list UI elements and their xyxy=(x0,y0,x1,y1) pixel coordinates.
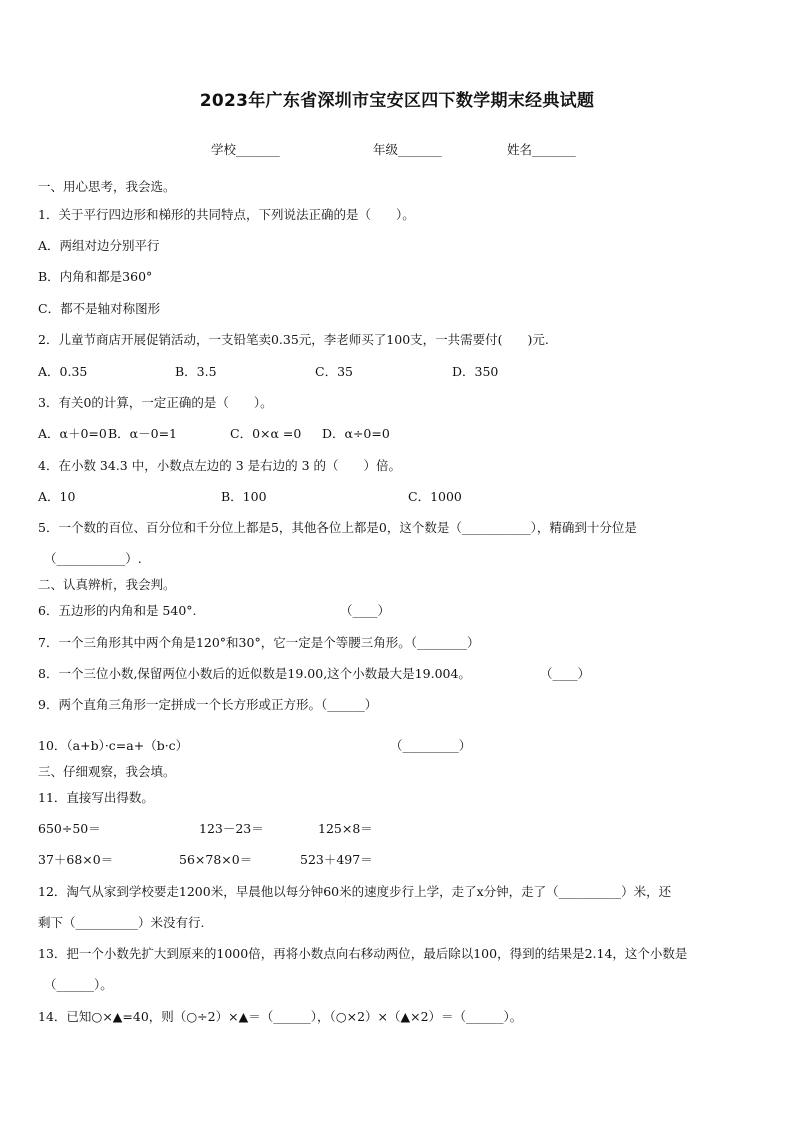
question-2-option-c: C．35 xyxy=(315,364,353,379)
calc-item: 650÷50＝ xyxy=(38,821,101,836)
question-3-option-a: A．α＋0=0 xyxy=(38,426,107,441)
question-2-option-b: B．3.5 xyxy=(175,364,217,379)
grade-field: 年级_______ xyxy=(373,142,442,157)
question-13-line-1: 13．把一个小数先扩大到原来的1000倍，再将小数点向右移动两位，最后除以100，得到的结果是2.14，这个小数是 xyxy=(38,946,688,961)
section-heading-fill: 三、仔细观察，我会填。 xyxy=(38,764,176,779)
question-6-text: 6．五边形的内角和是 540°. xyxy=(38,603,197,618)
question-12-line-1: 12．淘气从家到学校要走1200米，早晨他以每分钟60米的速度步行上学，走了x分钟，走了（__________）米，还 xyxy=(38,884,672,899)
question-10-text: 10．（a+b）·c=a+（b·c） xyxy=(38,738,189,753)
question-9: 9．两个直角三角形一定拼成一个长方形或正方形。（______） xyxy=(38,697,378,712)
section-heading-choice: 一、用心思考，我会选。 xyxy=(38,179,176,194)
question-3-option-d: D．α÷0=0 xyxy=(322,426,390,441)
calc-item: 523＋497＝ xyxy=(300,852,373,867)
question-1: 1．关于平行四边形和梯形的共同特点，下列说法正确的是（ ）。 xyxy=(38,207,415,222)
question-6-answer-blank: （____） xyxy=(340,603,391,618)
calc-item: 37＋68×0＝ xyxy=(38,852,114,867)
question-3: 3．有关0的计算，一定正确的是（ ）。 xyxy=(38,395,273,410)
question-2: 2．儿童节商店开展促销活动，一支铅笔卖0.35元，李老师买了100支，一共需要付( )元. xyxy=(38,332,549,347)
school-field: 学校_______ xyxy=(211,142,280,157)
question-8-answer-blank: （____） xyxy=(540,666,591,681)
question-7: 7．一个三角形其中两个角是120°和30°，它一定是个等腰三角形。（________） xyxy=(38,635,480,650)
calc-item: 56×78×0＝ xyxy=(179,852,253,867)
question-13-line-2: （______）。 xyxy=(44,977,113,992)
question-5-line-1: 5．一个数的百位、百分位和千分位上都是5，其他各位上都是0，这个数是（___________），精确到十分位是 xyxy=(38,520,637,535)
question-4-option-c: C．1000 xyxy=(408,489,462,504)
question-1-option-b: B．内角和都是360° xyxy=(38,269,153,284)
question-4: 4．在小数 34.3 中，小数点左边的 3 是右边的 3 的（ ）倍。 xyxy=(38,458,402,473)
question-8-text: 8．一个三位小数,保留两位小数后的近似数是19.00,这个小数最大是19.004。 xyxy=(38,666,471,681)
question-2-option-d: D．350 xyxy=(452,364,499,379)
page-title: 2023年广东省深圳市宝安区四下数学期末经典试题 xyxy=(199,91,595,111)
question-1-option-a: A．两组对边分别平行 xyxy=(38,238,160,253)
name-field: 姓名_______ xyxy=(507,142,576,157)
question-12-line-2: 剩下（__________）米没有行. xyxy=(38,915,205,930)
calc-item: 123－23＝ xyxy=(199,821,264,836)
student-info-row xyxy=(0,140,794,160)
question-1-option-c: C．都不是轴对称图形 xyxy=(38,301,161,316)
question-14: 14．已知○×▲=40，则（○÷2）×▲＝（______），（○×2）×（▲×2）＝（______）。 xyxy=(38,1009,523,1024)
calc-item: 125×8＝ xyxy=(318,821,373,836)
section-heading-judge: 二、认真辨析，我会判。 xyxy=(38,577,176,592)
question-5-line-2: （___________）. xyxy=(44,551,142,566)
question-11: 11．直接写出得数。 xyxy=(38,790,154,805)
question-10-answer-blank: （_________） xyxy=(390,738,472,753)
question-2-option-a: A．0.35 xyxy=(38,364,88,379)
question-3-option-c: C．0×α =0 xyxy=(230,426,302,441)
question-4-option-a: A．10 xyxy=(38,489,76,504)
question-4-option-b: B．100 xyxy=(221,489,267,504)
question-3-option-b: B．α－0=1 xyxy=(108,426,178,441)
